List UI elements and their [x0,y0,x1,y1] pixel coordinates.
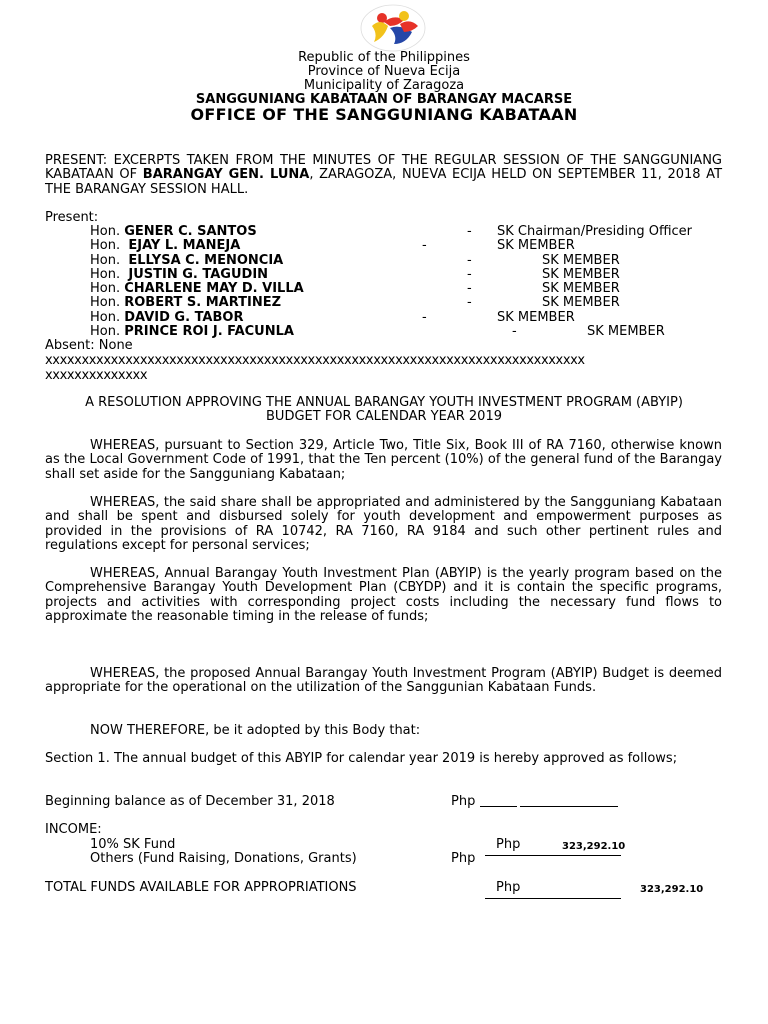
office-title: OFFICE OF THE SANGGUNIANG KABATAAN [190,105,578,124]
list-item: Hon. EJAY L. MANEJA [90,238,241,253]
whereas-1: WHEREAS, pursuant to Section 329, Article Two, Title Six, Book III of RA 7160, otherwise known as the Local Government Code of 1991, that the Ten percent (10%) of the general fund of the Barangay shall set aside for the Sangguniang Kabataan; [45,438,722,482]
total-underline [485,898,621,899]
beginning-php: Php [451,794,476,809]
separator-line-end: xxxxxxxxxxxxxx [45,369,148,383]
council-title: SANGGUNIANG KABATAAN OF BARANGAY MACARSE [195,92,573,107]
beginning-balance-label: Beginning balance as of December 31, 2018 [45,794,335,809]
member-role: SK MEMBER [542,281,620,296]
member-role: SK MEMBER [542,253,620,268]
municipality-line: Municipality of Zaragoza [303,78,465,93]
member-dash: - [422,310,427,325]
member-dash: - [512,324,517,339]
member-dash: - [467,224,472,239]
income-label: INCOME: [45,822,102,837]
intro-paragraph: PRESENT: EXCERPTS TAKEN FROM THE MINUTES OF THE REGULAR SESSION OF THE SANGGUNIANG KABATAAN OF BARANGAY GEN. LUNA, ZARAGOZA, NUEVA ECIJA HELD ON SEPTEMBER 11, 2018 AT THE BARANGAY SESSION HALL. [45,153,723,197]
member-role: SK MEMBER [497,238,575,253]
total-php: Php [496,880,521,895]
absent-line: Absent: None [45,338,133,353]
list-item: Hon. CHARLENE MAY D. VILLA [90,281,304,296]
whereas-2: WHEREAS, the said share shall be appropriated and administered by the Sangguniang Kabataan and shall be spent and disbursed solely for youth development and empowerment purposes as provided in the provisions of RA 10742, RA 7160, RA 9184 and such other pertinent rules and regulations except for personal services; [45,495,722,553]
member-role: SK MEMBER [542,295,620,310]
sk-fund-php: Php [496,837,521,852]
member-dash: - [467,295,472,310]
member-dash: - [467,253,472,268]
member-role: SK MEMBER [497,310,575,325]
others-underline [485,855,621,856]
now-therefore: NOW THEREFORE, be it adopted by this Body that: [90,723,421,738]
beginning-underline-short [480,806,517,807]
list-item: Hon. ROBERT S. MARTINEZ [90,295,282,310]
member-role: SK MEMBER [587,324,665,339]
list-item: Hon. ELLYSA C. MENONCIA [90,253,284,268]
total-funds-label: TOTAL FUNDS AVAILABLE FOR APPROPRIATIONS [45,880,357,895]
member-role: SK Chairman/Presiding Officer [497,224,692,239]
others-php: Php [451,851,476,866]
list-item: Hon. DAVID G. TABOR [90,310,244,325]
sk-logo-icon [360,4,426,52]
list-item: Hon. PRINCE ROI J. FACUNLA [90,324,294,339]
member-role: SK MEMBER [542,267,620,282]
member-dash: - [467,281,472,296]
member-dash: - [467,267,472,282]
province-line: Province of Nueva Ecija [307,64,461,79]
others-label: Others (Fund Raising, Donations, Grants) [90,851,357,866]
intro-barangay: BARANGAY GEN. LUNA [142,167,310,183]
list-item: Hon. GENER C. SANTOS [90,224,257,239]
whereas-4: WHEREAS, the proposed Annual Barangay Youth Investment Program (ABYIP) Budget is deemed appropriate for the operational on the utilization of the Sanggunian Kabataan Funds. [45,666,722,696]
whereas-3: WHEREAS, Annual Barangay Youth Investment Plan (ABYIP) is the yearly program based on the Comprehensive Barangay Youth Development Plan (CBYDP) and it is contain the specific programs, projects and activities with corresponding project costs including the necessary fund flows to approximate the reasonable timing in the release of funds; [45,566,722,624]
republic-line: Republic of the Philippines [298,50,470,65]
present-label: Present: [45,210,99,225]
sk-fund-amount: 323,292.10 [562,841,626,852]
member-dash: - [422,238,427,253]
separator-line: xxxxxxxxxxxxxxxxxxxxxxxxxxxxxxxxxxxxxxxxxxxxxxxxxxxxxxxxxxxxxxxxxxxxxxxxxx [45,354,585,368]
section-1: Section 1. The annual budget of this ABYIP for calendar year 2019 is hereby approved as follows; [45,751,678,766]
list-item: Hon. JUSTIN G. TAGUDIN [90,267,269,282]
total-amount: 323,292.10 [640,884,704,895]
resolution-title: A RESOLUTION APPROVING THE ANNUAL BARANGAY YOUTH INVESTMENT PROGRAM (ABYIP) BUDGET FOR CALENDAR YEAR 2019 [85,395,683,425]
beginning-underline [520,806,618,807]
sk-fund-label: 10% SK Fund [90,837,176,852]
